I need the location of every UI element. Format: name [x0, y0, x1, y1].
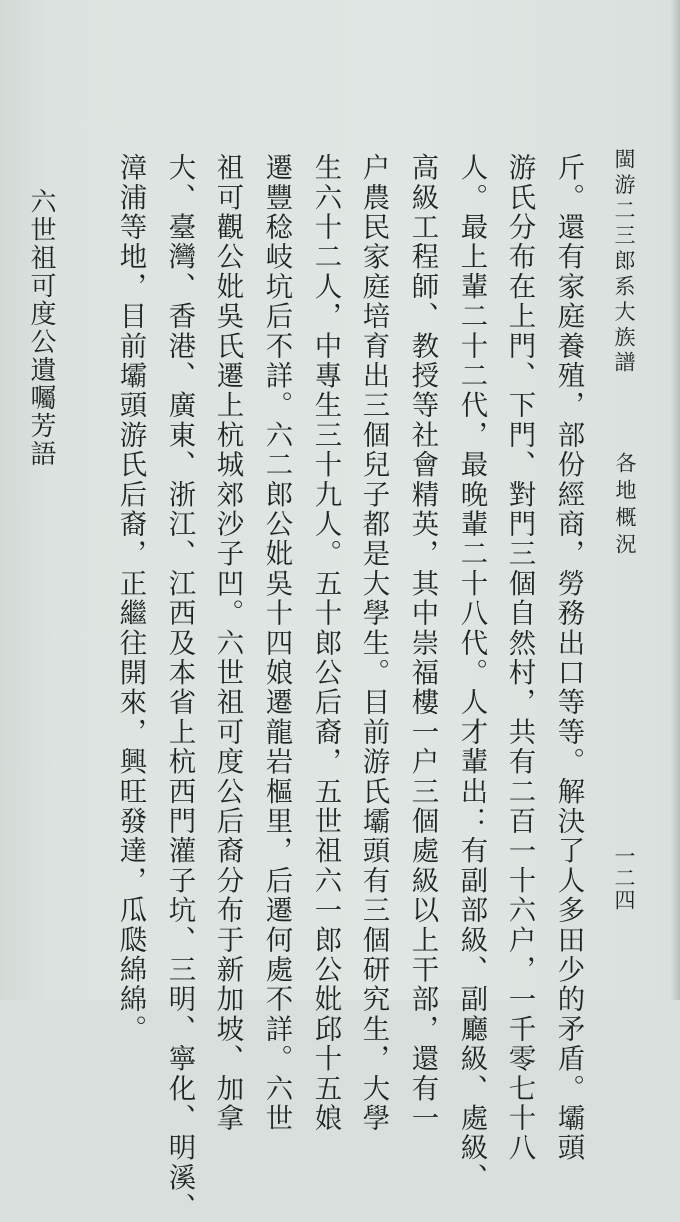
page-number: 一二四	[612, 845, 636, 911]
running-title: 閩游二三郎系大族譜	[612, 148, 636, 377]
text-line-2: 游氏分布在上門、下門、對門三個自然村，共有二百一十六户，一千零七十八	[503, 153, 535, 1163]
text-line-3: 人。最上輩二十二代，最晚輩二十八代。人才輩出：有副部級、副廳級、處級、	[455, 153, 487, 1193]
text-line-6: 生六十二人，中專生三十九人。五十郎公后裔，五世祖六一郎公妣邱十五娘	[309, 153, 341, 1134]
text-line-8: 祖可觀公妣吳氏遷上杭城郊沙子凹。六世祖可度公后裔分布于新加坡、加拿	[211, 153, 243, 1134]
text-line-9: 大、臺灣、香港、廣東、浙江、江西及本省上杭西門灌子坑、三明、寧化、明溪、	[163, 153, 195, 1222]
section-title: 各地概況	[613, 452, 637, 560]
text-line-5: 户農民家庭培育出三個兒子都是大學生。目前游氏壩頭有三個研究生，大學	[357, 153, 389, 1134]
text-line-7: 遷豐稔岐坑后不詳。六二郎公妣吳十四娘遷龍岩樞里，后遷何處不詳。六世	[260, 153, 292, 1134]
section-heading: 六世祖可度公遺囑芳語	[26, 188, 56, 468]
text-line-4: 高級工程師、教授等社會精英，其中崇福樓一户三個處級以上干部，還有一	[406, 153, 438, 1134]
text-line-10: 漳浦等地，目前壩頭游氏后裔，正繼往開來，興旺發達，瓜瓞綿綿。	[114, 153, 146, 1044]
text-line-1: 斤。還有家庭養殖，部份經商，勞務出口等等。解決了人多田少的矛盾。壩頭	[552, 153, 584, 1163]
